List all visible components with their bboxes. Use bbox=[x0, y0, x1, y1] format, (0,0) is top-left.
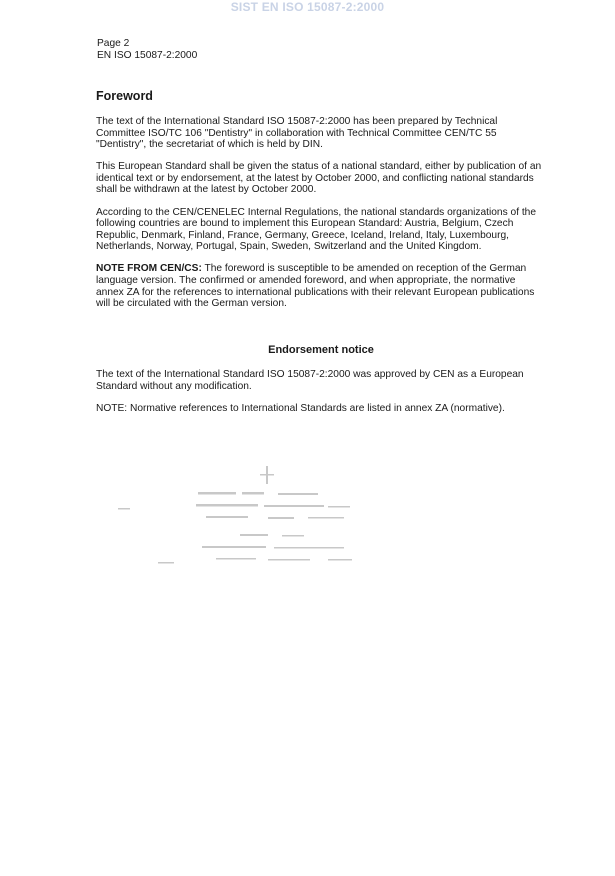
foreword-section bbox=[96, 116, 546, 320]
cen-note-paragraph bbox=[96, 263, 546, 309]
endorsement-section bbox=[96, 369, 546, 426]
page-header bbox=[97, 38, 197, 62]
foreword-paragraph-3: According to the CEN/CENELEC Internal Regulations, the national standards organizations of the following countries are bound to implement this European Standard: Austria, Belgium, Czech Republic, Denmark, Finland, France, Germany, Greece, Iceland, Ireland, Italy, Luxembourg, Netherlands, Norway, Portugal, Spain, Sweden, Switzerland and the United Kingdom. bbox=[96, 206, 537, 253]
foreword-paragraph-1: The text of the International Standard ISO 15087-2:2000 has been prepared by Technical Committee ISO/TC 106 "Dentistry" in collaboration with Technical Committee CEN/TC 55 "Dentistry", the secretariat of which is held by DIN. bbox=[96, 116, 498, 151]
foreword-paragraph-2: This European Standard shall be given the status of a national standard, either by publication of an identical text or by endorsement, at the latest by October 2000, and conflicting national standards shall be withdrawn at the latest by October 2000. bbox=[96, 161, 542, 196]
page-number: Page 2 bbox=[97, 38, 130, 49]
faded-stamp-image bbox=[118, 462, 398, 572]
endorsement-paragraph: The text of the International Standard ISO 15087-2:2000 was approved by CEN as a European Standard without any modification. bbox=[96, 369, 524, 392]
normative-references-note: NOTE: Normative references to International Standards are listed in annex ZA (normative). bbox=[96, 403, 505, 415]
foreword-heading: Foreword bbox=[96, 89, 153, 103]
document-id: EN ISO 15087-2:2000 bbox=[97, 50, 198, 61]
document-watermark: SIST EN ISO 15087-2:2000 bbox=[230, 0, 385, 14]
cen-note-text: The foreword is susceptible to be amended on reception of the German language version. The confirmed or amended foreword, and when appropriate, the normative annex ZA for the references to international publications with their relevant European publications will be circulated with the German version. bbox=[96, 263, 535, 310]
cen-note-label: NOTE FROM CEN/CS: bbox=[96, 263, 202, 275]
endorsement-heading: Endorsement notice bbox=[268, 344, 374, 356]
